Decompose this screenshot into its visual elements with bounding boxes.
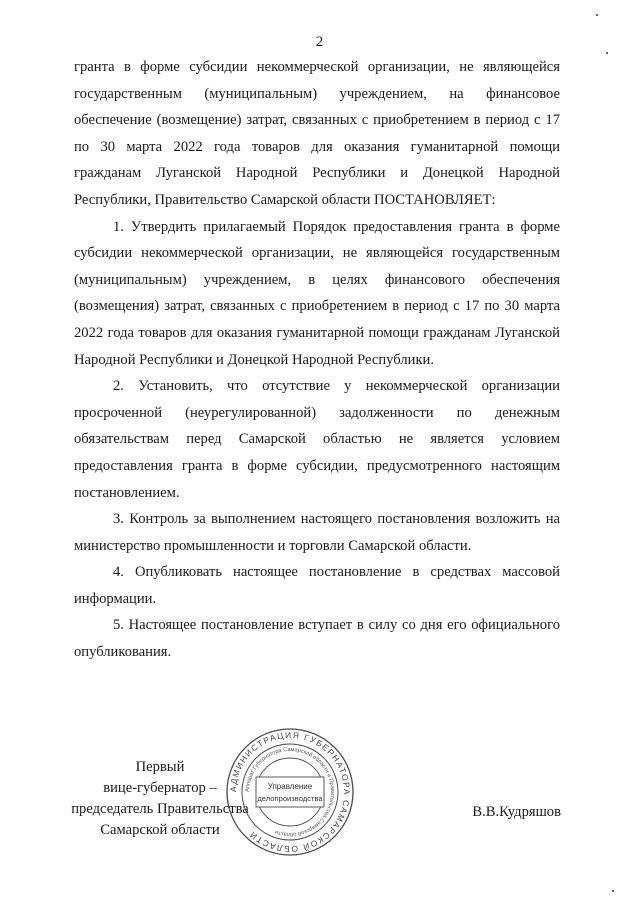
stamp-outer-text: АДМИНИСТРАЦИЯ ГУБЕРНАТОРА САМАРСКОЙ ОБЛАСТИ	[227, 729, 353, 855]
scan-speck	[606, 52, 608, 54]
paragraph-item-5: 5. Настоящее постановление вступает в силу со дня его официального опубликования.	[74, 617, 560, 661]
stamp-center-line-2: делопроизводства	[257, 794, 323, 803]
scan-speck	[612, 890, 614, 892]
stamp-center-line-1: Управление	[267, 782, 313, 791]
signer-name: В.В.Кудряшов	[472, 804, 561, 820]
paragraph-item-1: 1. Утвердить прилагаемый Порядок предоставления гранта в форме субсидии некоммерческой организации, не являющейся государственным (муниципальным) учреждением, в целях финансового обеспечения (возмещения) затрат, связанных с приобретением в период с 17 по 30 марта 2022 года товаров для оказания гуманитарной помощи гражданам Луганской Народной Республики и Донецкой Народной Республики.	[74, 218, 560, 368]
signer-position-line-2: вице-губернатор –	[103, 780, 217, 796]
signer-position-line-4: Самарской области	[100, 822, 220, 838]
paragraph-item-2: 2. Установить, что отсутствие у некоммерческой организации просроченной (неурегулированной) задолженности по денежным обязательствам перед Самарской областью не является условием предоставления гранта в форме субсидии, предусмотренного настоящим постановлением.	[74, 378, 560, 501]
page-number: 2	[315, 34, 324, 50]
paragraph-item-4: 4. Опубликовать настоящее постановление в средствах массовой информации.	[74, 564, 560, 607]
scan-speck	[596, 14, 598, 16]
paragraph-item-3: 3. Контроль за выполнением настоящего постановления возложить на министерство промышленности и торговли Самарской области.	[74, 511, 560, 554]
document-body	[74, 54, 560, 666]
official-stamp-icon	[225, 727, 355, 857]
signer-position-line-3: председатель Правительства	[71, 801, 249, 817]
paragraph-intro: гранта в форме субсидии некоммерческой организации, не являющейся государственным (муниципальным) учреждением, на финансовое обеспечение (возмещение) затрат, связанных с приобретением в период с 17 по 30 марта 2022 года товаров для оказания гуманитарной помощи гражданам Луганской Народной Республики и Донецкой Народной Республики, Правительство Самарской области ПОСТАНОВЛЯЕТ:	[74, 59, 560, 208]
signer-position-line-1: Первый	[135, 759, 185, 775]
stamp-inner-text: Аппарат Губернатора Самарской области и Правительства Самарской области	[244, 746, 336, 838]
